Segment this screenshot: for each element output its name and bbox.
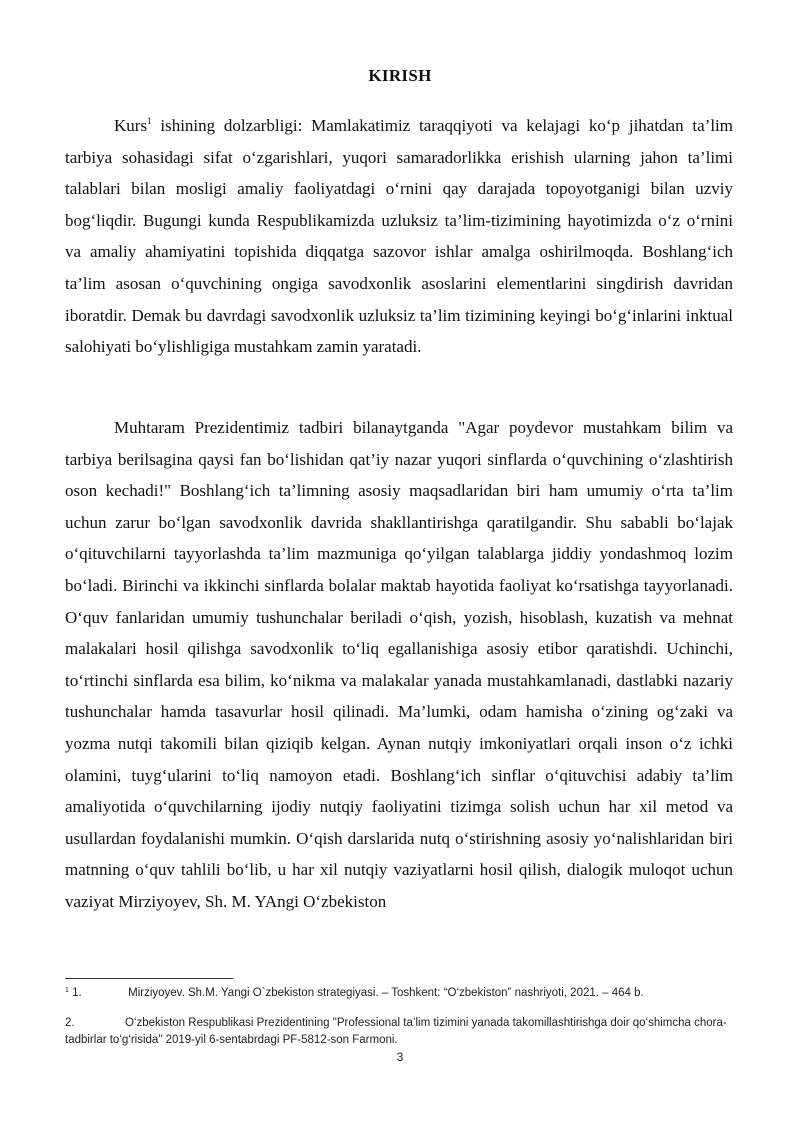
paragraph-1 (65, 110, 733, 363)
footnote-1 (65, 985, 735, 1002)
footnote-2-text: O‘zbekiston Respublikasi Prezidentining "Professional ta’lim tizimini yanada takomillashtirishga doir qo‘shimcha chora-tadbirlar to‘g‘risida" 2019-yil 6-sentabrdagi PF-5812-son Farmoni. (65, 1017, 727, 1046)
footnote-separator (65, 978, 233, 979)
page-number: 3 (396, 1050, 404, 1064)
page-title: KIRISH (368, 66, 432, 85)
footnote-1-number: 1. (72, 987, 82, 999)
footnote-1-text: Mirziyoyev. Sh.M. Yangi O`zbekiston strategiyasi. – Toshkent: “O‘zbekiston” nashriyoti, 2021. – 464 b. (128, 987, 644, 999)
footnote-2 (65, 1015, 735, 1049)
paragraph-1-text: ishining dolzarbligi: Mamlakatimiz taraqqiyoti va kelajagi ko‘p jihatdan ta’lim tarbiya sohasidagi sifat o‘zgarishlari, yuqori samaradorlikka erishish ularning jahon ta’limi talablari bilan mosligi amaliy faoliyatdagi o‘rnini qay darajada topoyotganigi bilan uzviy bog‘liqdir. Bugungi kunda Respublikamizda uzluksiz ta’lim-tizimining hayotimizda o‘z o‘rnini va amaliy ahamiyatini topishida diqqatga sazovor ishlar amalga oshirilmoqda. Boshlang‘ich ta’lim asosan o‘quvchining ongiga savodxonlik asoslarini elementlarini singdirish davridan iboratdir. Demak bu davrdagi savodxonlik uzluksiz ta’lim tizimining keyingi bo‘g‘inlarini inktual salohiyati bo‘ylishligiga mustahkam zamin yaratadi. (65, 116, 733, 357)
lead-word: Kurs (114, 116, 148, 135)
footnote-1-mark: 1 (65, 987, 69, 994)
paragraph-2-text: Muhtaram Prezidentimiz tadbiri bilanaytganda "Agar poydevor mustahkam bilim va tarbiya berilsagina qaysi fan bo‘lishidan qat’iy nazar yuqori sinflarda o‘quvchining o‘zlashtirish oson kechadi!" Boshlang‘ich ta’limning asosiy maqsadlaridan biri ham umumiy o‘rta ta’lim uchun zarur bo‘lgan savodxonlik davrida shakllantirishga qaratilgandir. Shu sababli bo‘lajak o‘qituvchilarni tayyorlashda ta’lim mazmuniga qo‘yilgan talablarga jiddiy yondashmoq lozim bo‘ladi. Birinchi va ikkinchi sinflarda bolalar maktab hayotida faoliyat ko‘rsatishga tayyorlanadi. O‘quv fanlaridan umumiy tushunchalar beriladi o‘qish, yozish, hisoblash, kuzatish va mehnat malakalari hosil qilishga savodxonlik to‘liq egallanishiga asosiy etibor qaratishdi. Uchinchi, to‘rtinchi sinflarda esa bilim, ko‘nikma va malakalar yanada mustahkamlanadi, dastlabki nazariy tushunchalar hamda tasavurlar hosil qilinadi. Ma’lumki, odam hamisha o‘zining og‘zaki va yozma nutqi takomili bilan qiziqib kelgan. Aynan nutqiy imkoniyatlari orqali inson o‘z ichki olamini, tuyg‘ularini to‘liq namoyon etadi. Boshlang‘ich sinflar o‘qituvchisi adabiy ta’lim amaliyotida o‘quvchilarning ijodiy nutqiy faoliyatini tizimga solish uchun har xil metod va usullardan foydalanishi mumkin. O‘qish darslarida nutq o‘stirishning asosiy yo‘nalishlaridan biri matnning o‘quv tahlili bo‘lib, u har xil nutqiy vaziyatlarni hosil qilish, dialogik muloqot uchun vaziyat Mirziyoyev, Sh. M. YAngi O‘zbekiston (65, 418, 733, 911)
footnote-reference[interactable]: 1 (147, 116, 152, 126)
footnote-2-number: 2. (65, 1017, 75, 1029)
paragraph-2 (65, 412, 733, 918)
